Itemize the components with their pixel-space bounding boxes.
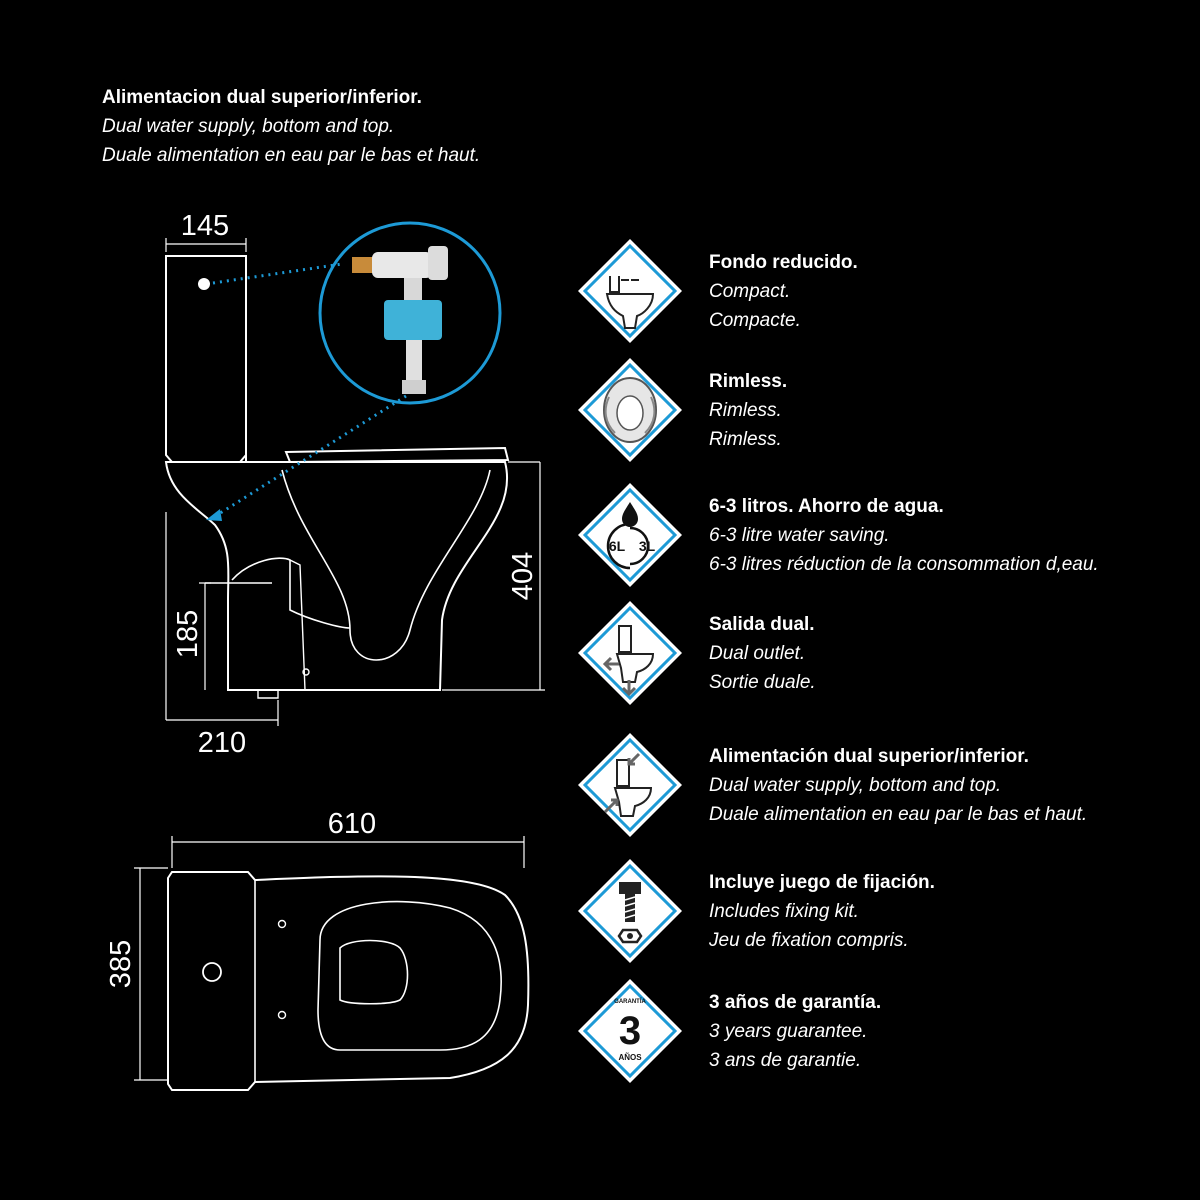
feature-fixing-kit [575, 856, 1185, 966]
water-saving-icon [575, 480, 685, 590]
svg-text:GARANTÍA: GARANTÍA [614, 999, 646, 1005]
feature-title: Fondo reducido. [709, 252, 858, 273]
plan-outline [168, 872, 528, 1090]
feature-text-en: Dual outlet. [709, 643, 806, 664]
valve-stem-lower [406, 340, 422, 382]
feature-guarantee [575, 976, 1185, 1086]
feature-text [709, 742, 1087, 829]
feature-text [709, 248, 858, 335]
feature-text-fr: 3 ans de garantie. [709, 1050, 862, 1071]
header-subtitle-fr: Duale alimentation en eau par le bas et haut. [102, 145, 481, 166]
tank-base [246, 455, 290, 462]
dim-tank-width: 145 [180, 210, 230, 242]
feature-text-en: Includes fixing kit. [709, 901, 859, 922]
seat-lid [286, 448, 508, 462]
feature-text [709, 988, 881, 1075]
feature-title: Alimentación dual superior/inferior. [709, 746, 1029, 767]
feature-text-en: 3 years guarantee. [709, 1021, 868, 1042]
feature-text-fr: Jeu de fixation compris. [709, 930, 909, 951]
feature-text-fr: Sortie duale. [709, 672, 816, 693]
zoom-pointer-bottom [214, 396, 406, 517]
feature-text [709, 868, 935, 955]
bowl-waterway [340, 941, 408, 1004]
fixing-kit-icon [575, 856, 685, 966]
zoom-pointer-top [213, 264, 342, 283]
feature-text-fr: 6-3 litres réduction de la consommation d,eau. [709, 554, 1099, 575]
side-dimension-lines [166, 238, 545, 726]
valve-detail-zoom [206, 223, 500, 521]
feature-text-en: Dual water supply, bottom and top. [709, 775, 1002, 796]
valve-head [372, 252, 432, 278]
valve-brass-fitting [352, 257, 374, 273]
feature-compact [575, 236, 1185, 346]
feature-text-en: 6-3 litre water saving. [709, 525, 890, 546]
feature-dual-supply [575, 730, 1185, 840]
bowl-outline [166, 462, 507, 690]
outlet [205, 583, 278, 698]
feature-text-en: Compact. [709, 281, 791, 302]
dim-length: 610 [327, 808, 377, 840]
svg-text:AÑOS: AÑOS [618, 1053, 642, 1062]
plan-view [168, 872, 528, 1090]
plan-inlet-hole [203, 963, 221, 981]
header-subtitle-en: Dual water supply, bottom and top. [102, 116, 395, 137]
dim-width: 385 [105, 939, 137, 989]
feature-dual-outlet [575, 598, 1185, 708]
feature-title: Rimless. [709, 371, 788, 392]
dim-outlet-distance: 210 [197, 727, 247, 759]
guarantee-icon [575, 976, 685, 1086]
rimless-icon [575, 355, 685, 465]
dual-supply-icon [575, 730, 685, 840]
feature-text-en: Rimless. [709, 400, 782, 421]
pointer-arrowhead [206, 509, 222, 521]
compact-icon [575, 236, 685, 346]
svg-text:3L: 3L [638, 538, 656, 554]
dim-outlet-height: 185 [172, 609, 204, 659]
fixing-hole-top [279, 921, 286, 928]
bowl-rim [318, 902, 501, 1050]
feature-title: 3 años de garantía. [709, 992, 882, 1013]
valve-float [384, 300, 442, 340]
svg-text:6L: 6L [608, 538, 626, 554]
feature-text-fr: Duale alimentation en eau par le bas et haut. [709, 804, 1088, 825]
valve-cap [428, 246, 448, 280]
side-elevation [166, 256, 508, 698]
feature-title: Salida dual. [709, 614, 815, 635]
feature-text [709, 367, 787, 454]
feature-title: Incluye juego de fijación. [709, 872, 935, 893]
feature-text [709, 610, 816, 697]
feature-title: 6-3 litros. Ahorro de agua. [709, 496, 944, 517]
header-title: Alimentacion dual superior/inferior. [102, 87, 422, 108]
bowl-inner [282, 470, 490, 660]
svg-text:3: 3 [618, 1009, 642, 1053]
feature-water-saving [575, 480, 1185, 590]
trapway [232, 558, 350, 628]
feature-text [709, 492, 1099, 579]
feature-text-fr: Compacte. [709, 310, 801, 331]
inlet-hole [198, 278, 210, 290]
feature-text-fr: Rimless. [709, 429, 782, 450]
dim-height: 404 [507, 551, 539, 601]
valve-base [402, 380, 426, 394]
dual-outlet-icon [575, 598, 685, 708]
feature-rimless [575, 355, 1185, 465]
fixing-hole-bottom [279, 1012, 286, 1019]
